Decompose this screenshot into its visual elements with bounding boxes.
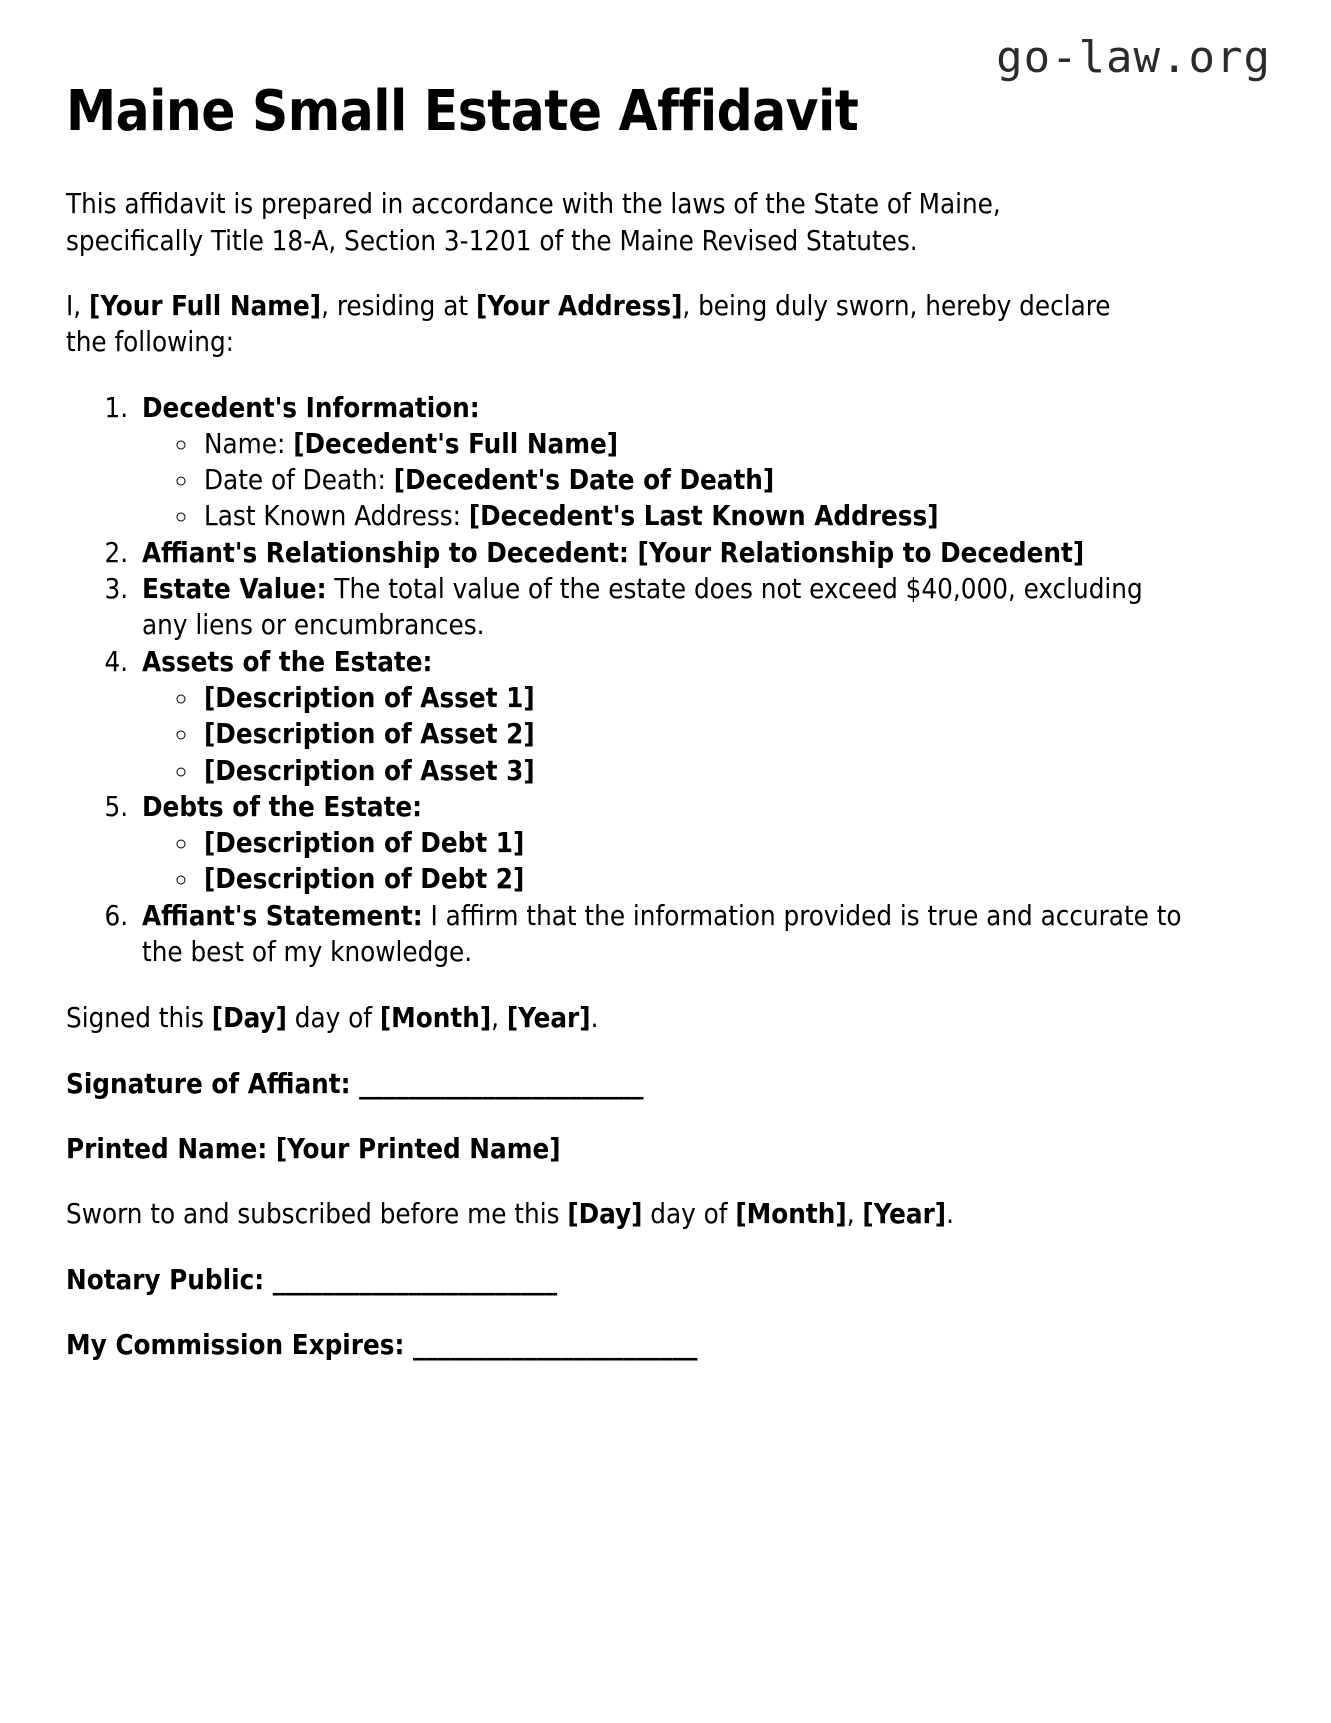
your-full-name-placeholder: [Your Full Name]	[89, 289, 322, 322]
list-item-asset	[200, 680, 1182, 716]
debt-1-value: [Description of Debt 1]	[204, 827, 525, 860]
asset-2-value: [Description of Asset 2]	[204, 718, 535, 751]
list-item-debt	[200, 861, 1182, 897]
notary-public-label: Notary Public:	[66, 1263, 273, 1296]
signature-of-affiant-label: Signature of Affiant:	[66, 1067, 360, 1100]
affidavit-items-list	[66, 390, 1216, 971]
debt-2-value: [Description of Debt 2]	[204, 863, 525, 896]
item3-body: The total value of the estate does not exceed $40,000, excluding any liens or encumbrances.	[142, 573, 1143, 642]
document-content	[66, 80, 1216, 1392]
debts-sublist	[142, 825, 1182, 898]
site-watermark: go-law.org	[996, 32, 1271, 83]
decedent-name-value: [Decedent's Full Name]	[293, 427, 619, 460]
list-item-decedent-last-known-address	[200, 498, 1182, 534]
list-item-debt	[200, 825, 1182, 861]
list-item-decedent-date-of-death	[200, 462, 1182, 498]
intro-paragraph	[66, 186, 1126, 259]
printed-name-line	[66, 1131, 1216, 1167]
commission-expires-line	[66, 1327, 1216, 1363]
item1-heading: Decedent's Information:	[142, 391, 480, 424]
declaration-tail: , being duly sworn, hereby declare the following:	[66, 289, 1111, 359]
list-item-affiant-relationship	[136, 535, 1182, 571]
commission-expires-blank[interactable]: _______________________	[412, 1328, 698, 1361]
list-item-assets-of-estate	[136, 644, 1182, 789]
signed-date-line	[66, 1000, 1216, 1036]
signed-period: .	[590, 1002, 599, 1035]
item5-heading: Debts of the Estate:	[142, 790, 423, 823]
list-item-affiant-statement	[136, 898, 1182, 971]
printed-name-text: Printed Name: [Your Printed Name]	[66, 1132, 561, 1165]
list-item-asset	[200, 753, 1182, 789]
signed-lead: Signed this	[66, 1002, 212, 1035]
sworn-year-placeholder: [Year]	[862, 1198, 947, 1231]
decedent-address-label: Last Known Address:	[204, 500, 469, 533]
item6-heading: Affiant's Statement:	[142, 899, 423, 932]
signed-month-placeholder: [Month]	[379, 1002, 492, 1035]
list-item-decedent-information	[136, 390, 1182, 535]
decedent-information-sublist	[142, 426, 1182, 535]
assets-sublist	[142, 680, 1182, 789]
signature-of-affiant-blank[interactable]: _______________________	[359, 1067, 644, 1100]
intro-text: This affidavit is prepared in accordance with the laws of the State of Maine, specifically Title 18-A, Section 3-1201 of the Maine Revised Statutes.	[66, 188, 1001, 257]
sworn-month-placeholder: [Month]	[735, 1198, 847, 1231]
signed-year-placeholder: [Year]	[506, 1002, 591, 1035]
signed-day-placeholder: [Day]	[211, 1002, 287, 1035]
sworn-period: .	[946, 1198, 954, 1231]
sworn-day-placeholder: [Day]	[567, 1198, 643, 1231]
your-address-placeholder: [Your Address]	[475, 289, 683, 322]
decedent-name-label: Name:	[204, 427, 294, 460]
signature-of-affiant-line	[66, 1066, 1216, 1102]
signed-comma: ,	[491, 1002, 507, 1035]
decedent-address-value: [Decedent's Last Known Address]	[468, 500, 939, 533]
decedent-dod-value: [Decedent's Date of Death]	[393, 464, 775, 497]
asset-1-value: [Description of Asset 1]	[204, 681, 535, 714]
signed-mid: day of	[286, 1002, 380, 1035]
notary-public-line	[66, 1262, 1216, 1298]
sworn-comma: ,	[846, 1198, 863, 1231]
commission-expires-label: My Commission Expires:	[66, 1328, 413, 1361]
item3-heading: Estate Value:	[142, 573, 327, 606]
item6-body: I affirm that the information provided is true and accurate to the best of my knowledge.	[142, 899, 1182, 969]
sworn-statement-line	[66, 1196, 1216, 1232]
declaration-mid: , residing at	[321, 289, 476, 322]
sworn-mid: day of	[642, 1198, 736, 1231]
item4-heading: Assets of the Estate:	[142, 645, 433, 678]
list-item-asset	[200, 716, 1182, 752]
decedent-dod-label: Date of Death:	[204, 464, 394, 497]
list-item-decedent-name	[200, 426, 1182, 462]
sworn-lead: Sworn to and subscribed before me this	[66, 1198, 568, 1231]
asset-3-value: [Description of Asset 3]	[204, 754, 535, 787]
notary-public-blank[interactable]: _______________________	[272, 1263, 558, 1296]
list-item-debts-of-estate	[136, 789, 1182, 898]
declaration-paragraph	[66, 288, 1126, 361]
item2-text: Affiant's Relationship to Decedent: [Your Relationship to Decedent]	[142, 536, 1085, 569]
declaration-lead: I,	[66, 289, 90, 322]
list-item-estate-value	[136, 571, 1182, 644]
page-title: Maine Small Estate Affidavit	[66, 79, 859, 144]
